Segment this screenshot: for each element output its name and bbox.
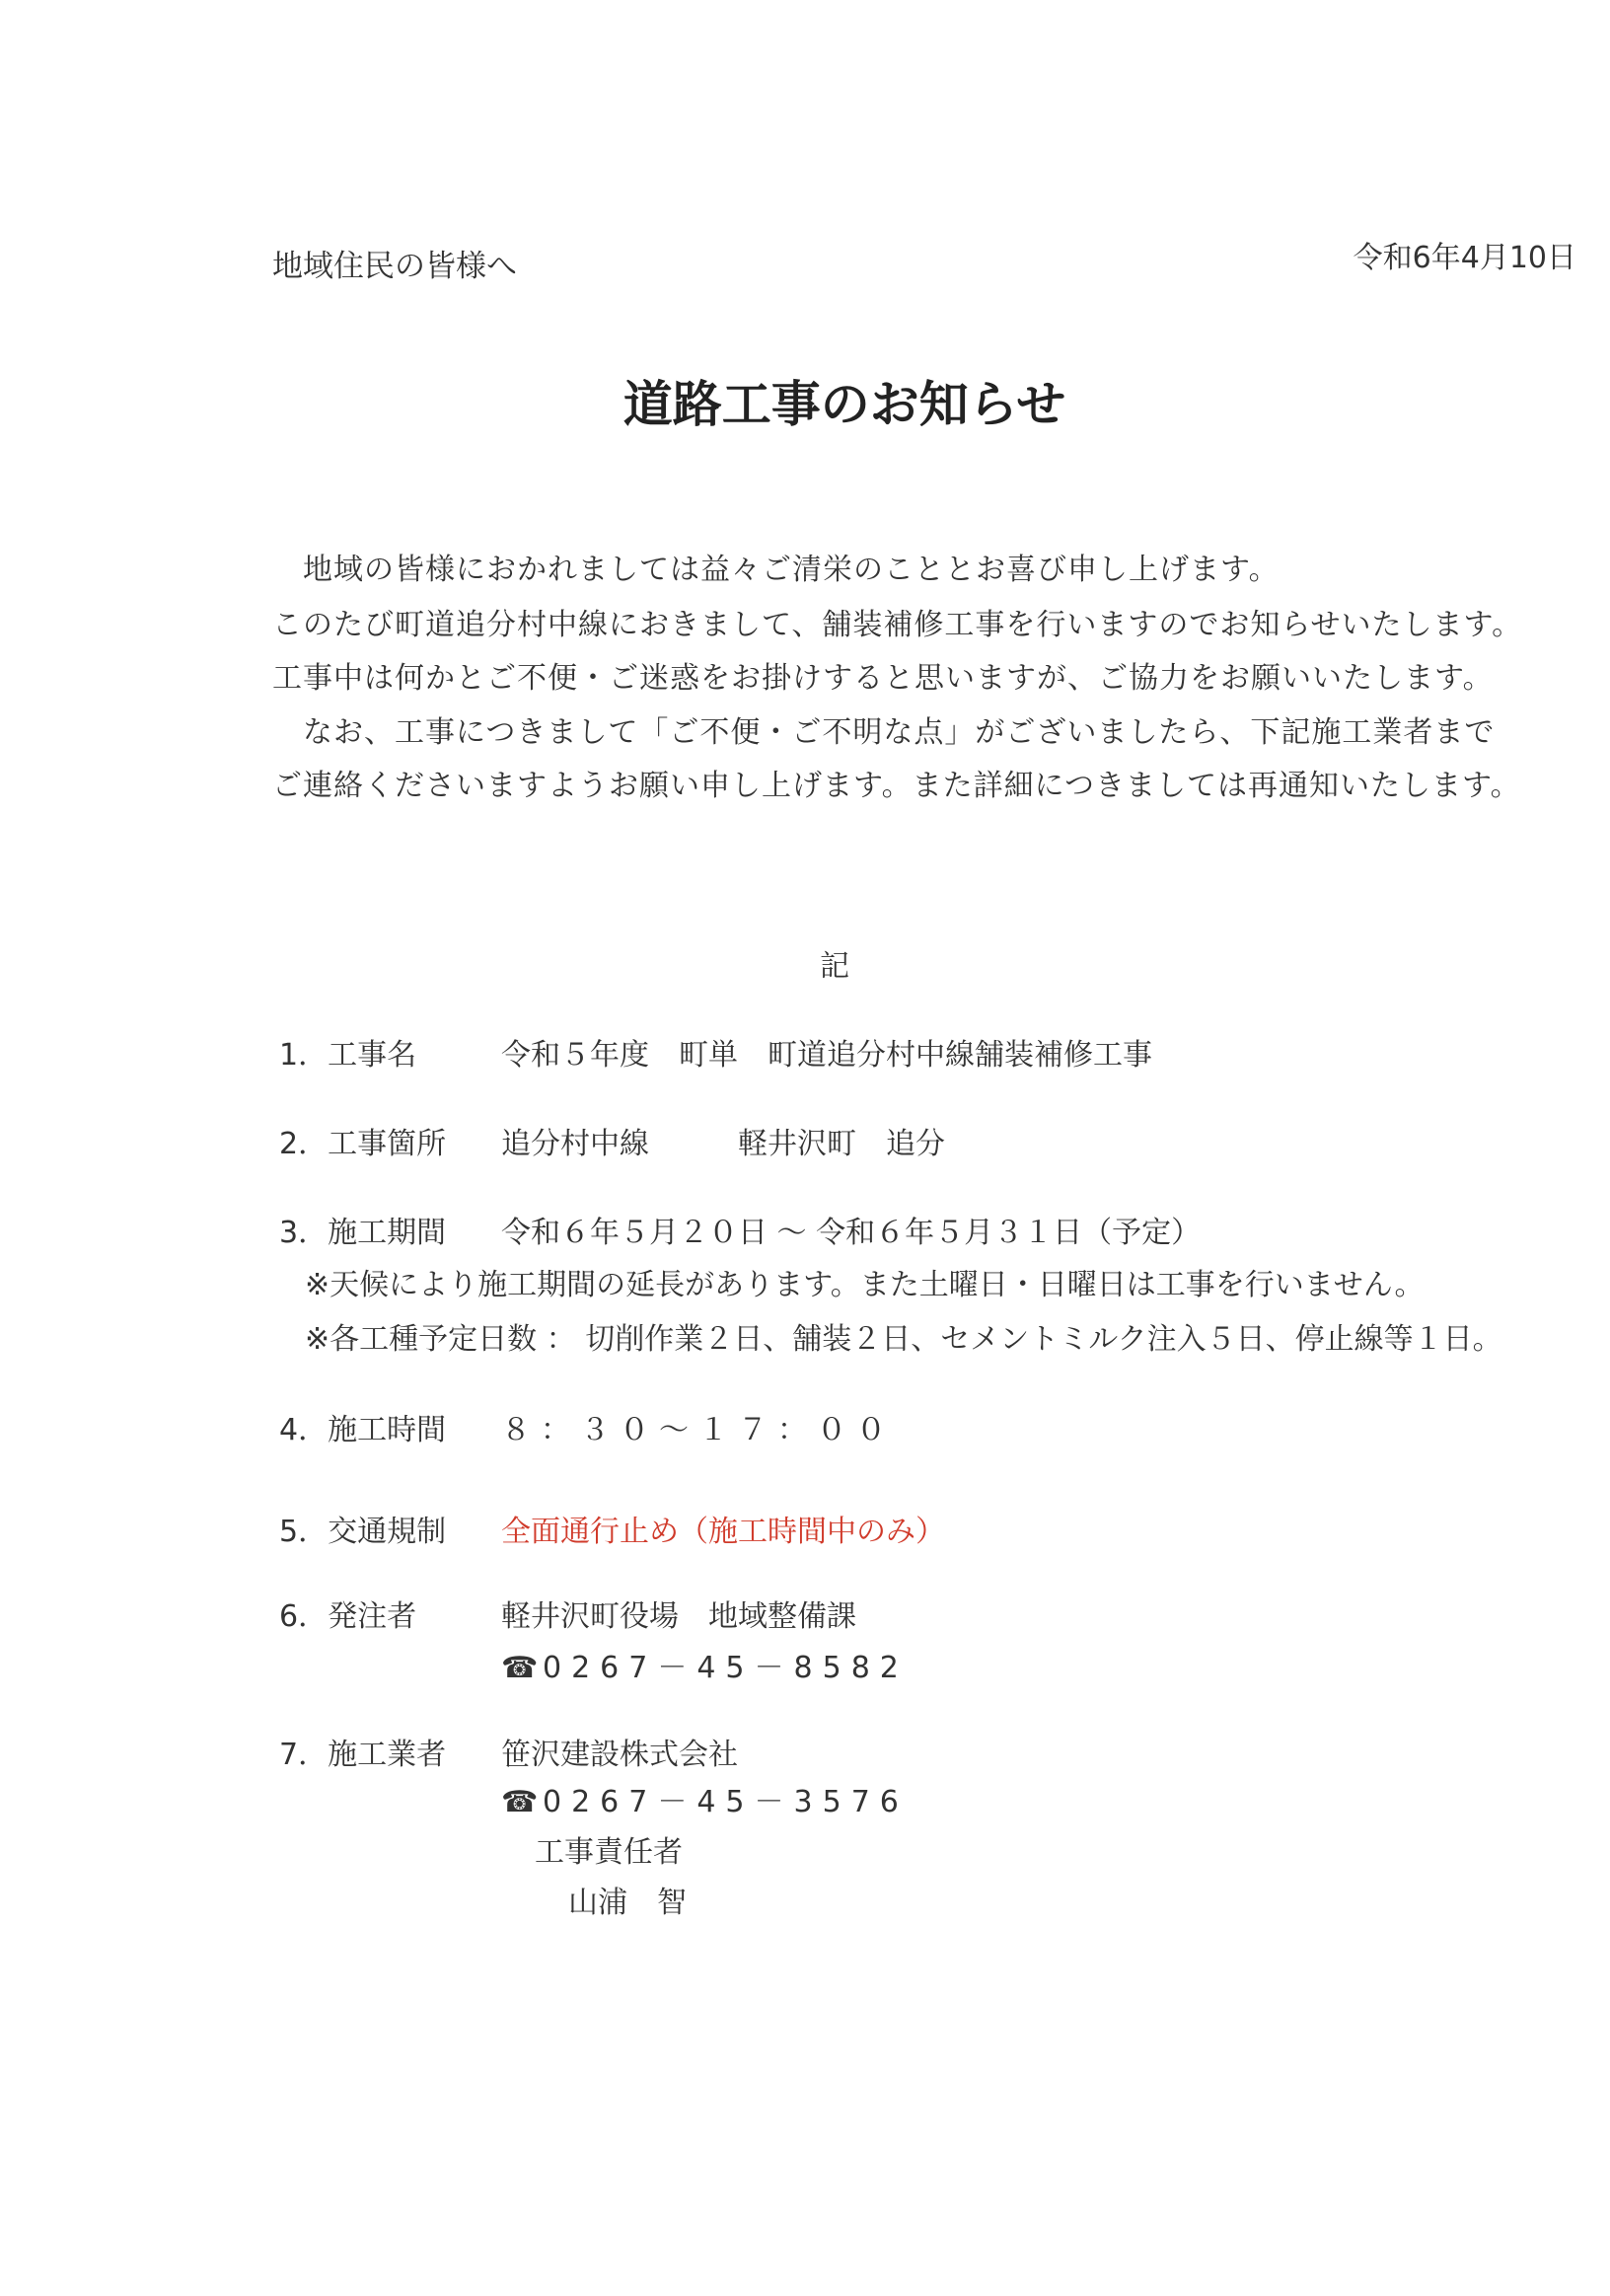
telephone-icon: ☎ [501, 1785, 539, 1819]
item-6-tel: 0267－45－8582 [543, 1651, 909, 1685]
item-5-value: 全面通行止め（施工時間中のみ） [501, 1515, 945, 1549]
body-line-2: このたび町道追分村中線におきまして、舗装補修工事を行いますのでお知らせいたします。 [272, 608, 1523, 642]
item-4-label: 4．施工時間 [279, 1413, 447, 1447]
item-3-note-1: ※天候により施工期間の延長があります。また土曜日・日曜日は工事を行いません。 [305, 1268, 1425, 1302]
ki-heading: 記 [820, 949, 849, 984]
item-7-label: 7．施工業者 [279, 1738, 447, 1772]
item-1-value: 令和５年度 町単 町道追分村中線舗装補修工事 [501, 1038, 1152, 1073]
item-7-manager-name: 山浦 智 [568, 1886, 687, 1920]
item-7-tel: 0267－45－3576 [543, 1785, 909, 1819]
item-7-value: 笹沢建設株式会社 [501, 1738, 738, 1772]
item-6-label: 6．発注者 [279, 1599, 417, 1634]
item-2-value: 追分村中線 軽井沢町 追分 [501, 1127, 945, 1161]
item-3-note-2: ※各工種予定日数 ： 切削作業２日、舗装２日、セメントミルク注入５日、停止線等１日。 [305, 1322, 1502, 1357]
body-line-3: 工事中は何かとご不便・ご迷惑をお掛けすると思いますが、ご協力をお願いいたします。 [272, 661, 1494, 696]
body-line-5: ご連絡くださいますようお願い申し上げます。また詳細につきましては再通知いたします。 [272, 769, 1521, 803]
telephone-icon: ☎ [501, 1651, 539, 1685]
item-3-label: 3．施工期間 [279, 1216, 447, 1250]
item-4-value: ８：３０～１７：００ [501, 1413, 896, 1447]
addressee: 地域住民の皆様へ [272, 249, 517, 284]
body-line-4: なお、工事につきまして「ご不便・ご不明な点」がございましたら、下記施工業者まで [272, 715, 1496, 750]
item-6-tel-row [501, 1643, 909, 1686]
item-6-value: 軽井沢町役場 地域整備課 [501, 1599, 856, 1634]
item-7-manager-title: 工事責任者 [535, 1835, 683, 1870]
item-7-tel-row [501, 1777, 909, 1820]
item-3-value: 令和６年５月２０日 ～ 令和６年５月３１日（予定） [501, 1216, 1202, 1250]
body-line-1: 地域の皆様におかれましては益々ご清栄のこととお喜び申し上げます。 [272, 553, 1280, 587]
item-1-label: 1．工事名 [279, 1038, 417, 1073]
item-5-label: 5．交通規制 [279, 1515, 447, 1549]
document-title: 道路工事のお知らせ [622, 376, 1066, 433]
item-2-label: 2．工事箇所 [279, 1127, 447, 1161]
document-date: 令和6年4月10日 [1353, 241, 1576, 275]
